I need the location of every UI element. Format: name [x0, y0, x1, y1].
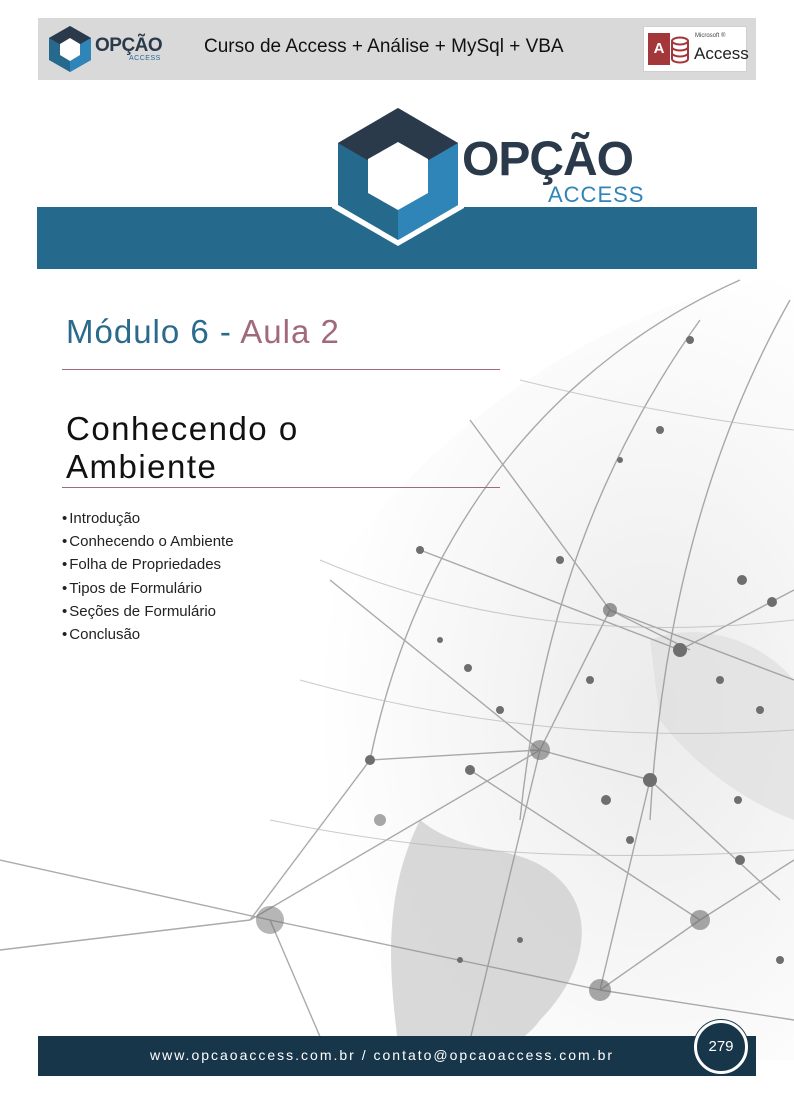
access-icon: A — [648, 33, 670, 65]
globe-network-illustration — [0, 260, 794, 1060]
topic-label: Folha de Propriedades — [69, 556, 222, 574]
opcao-logo-icon — [46, 24, 94, 74]
list-item: • Conclusão — [62, 626, 141, 644]
topic-label: Conclusão — [69, 626, 141, 644]
badge-product: Access — [694, 44, 749, 63]
list-item: • Conhecendo o Ambiente — [62, 533, 234, 551]
header-brand-sub: ACCESS — [129, 55, 161, 62]
page-header — [38, 18, 756, 80]
header-brand: OPÇÃO — [95, 35, 163, 56]
module-heading — [66, 313, 340, 351]
banner-brand-sub: ACCESS — [548, 182, 645, 207]
contact-line: www.opcaoaccess.com.br / contato@opcaoaccess.com.br — [150, 1047, 615, 1063]
topic-label: Conhecendo o Ambiente — [69, 533, 234, 551]
page-footer — [38, 1036, 756, 1076]
list-item: • Introdução — [62, 510, 141, 527]
database-icon — [670, 36, 690, 64]
course-title: Curso de Access + Análise + MySql + VBA — [204, 36, 564, 57]
list-item: • Seções de Formulário — [62, 602, 216, 620]
module-label: Módulo 6 — [66, 313, 210, 350]
list-item: • Tipos de Formulário — [62, 579, 203, 597]
divider — [62, 369, 500, 370]
topic-label: Introdução — [69, 510, 141, 527]
module-separator: - — [209, 313, 241, 350]
topic-list — [62, 507, 234, 646]
topic-label: Seções de Formulário — [69, 602, 216, 620]
page-number: 279 — [694, 1020, 748, 1074]
badge-vendor: Microsoft ® — [695, 33, 726, 39]
banner-brand: OPÇÃO — [462, 133, 634, 186]
lesson-title: Conhecendo o Ambiente — [66, 410, 299, 485]
topic-label: Tipos de Formulário — [69, 579, 203, 597]
opcao-big-logo-icon — [328, 98, 468, 248]
list-item: • Folha de Propriedades — [62, 556, 222, 574]
divider — [62, 487, 500, 488]
lesson-label: Aula 2 — [240, 313, 340, 350]
ms-access-badge — [643, 26, 747, 72]
